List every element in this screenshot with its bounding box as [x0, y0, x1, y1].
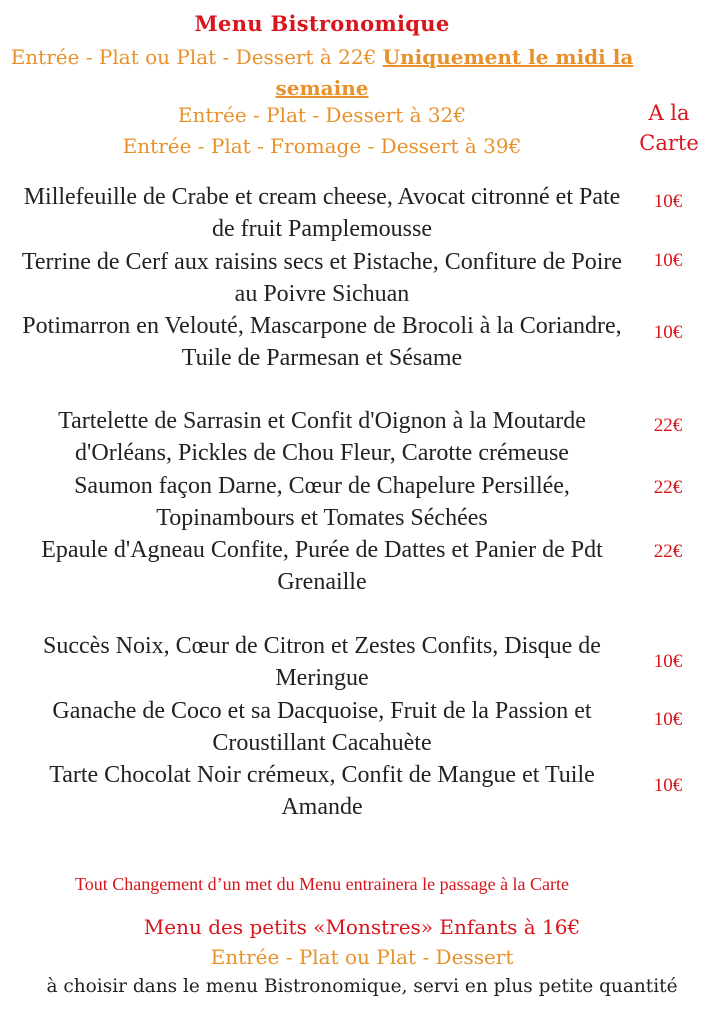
starter-price-1: 10€	[653, 191, 683, 212]
main-price-2: 22€	[653, 477, 683, 498]
main-price-3: 22€	[653, 541, 683, 562]
change-notice: Tout Changement d’un met du Menu entrainera le passage à la Carte	[74, 874, 570, 894]
a-la-carte-line1: A la	[648, 101, 690, 125]
kids-menu-title: Menu des petits «Monstres» Enfants à 16€	[143, 915, 581, 939]
dessert-dish-3: Tarte Chocolat Noir crémeux, Confit de Mangue et Tuile Amande	[49, 762, 595, 820]
starter-dish-3: Potimarron en Velouté, Mascarpone de Brocoli à la Coriandre, Tuile de Parmesan et Sésame	[22, 313, 622, 371]
formula-lunch-text: Entrée - Plat ou Plat - Dessert à 22€	[10, 45, 383, 69]
formula-lunch	[0, 42, 644, 104]
kids-menu-formula: Entrée - Plat ou Plat - Dessert	[210, 945, 514, 969]
a-la-carte-label	[632, 98, 706, 158]
formula-lunch-note: Uniquement le midi la semaine	[275, 45, 634, 100]
kids-menu-note: à choisir dans le menu Bistronomique, servi en plus petite quantité	[46, 976, 678, 997]
starter-price-3: 10€	[653, 322, 683, 343]
starter-price-2: 10€	[653, 250, 683, 271]
dessert-price-3: 10€	[653, 775, 683, 796]
dessert-price-1: 10€	[653, 651, 683, 672]
a-la-carte-line2: Carte	[639, 131, 699, 155]
main-price-1: 22€	[653, 415, 683, 436]
formula-four-courses: Entrée - Plat - Fromage - Dessert à 39€	[122, 134, 522, 158]
starter-dish-2: Terrine de Cerf aux raisins secs et Pistache, Confiture de Poire au Poivre Sichuan	[21, 249, 623, 307]
dessert-dish-1: Succès Noix, Cœur de Citron et Zestes Confits, Disque de Meringue	[43, 633, 601, 691]
main-dish-3: Epaule d'Agneau Confite, Purée de Dattes et Panier de Pdt Grenaille	[41, 537, 603, 595]
menu-title: Menu Bistronomique	[194, 11, 450, 36]
main-dish-2: Saumon façon Darne, Cœur de Chapelure Persillée, Topinambours et Tomates Séchées	[74, 473, 570, 531]
main-dish-1: Tartelette de Sarrasin et Confit d'Oignon à la Moutarde d'Orléans, Pickles de Chou Fleur, Carotte crémeuse	[58, 408, 586, 466]
formula-three-courses: Entrée - Plat - Dessert à 32€	[177, 103, 467, 127]
dessert-dish-2: Ganache de Coco et sa Dacquoise, Fruit de la Passion et Croustillant Cacahuète	[52, 698, 592, 756]
starter-dish-1: Millefeuille de Crabe et cream cheese, Avocat citronné et Pate de fruit Pamplemousse	[23, 184, 621, 242]
dessert-price-2: 10€	[653, 709, 683, 730]
